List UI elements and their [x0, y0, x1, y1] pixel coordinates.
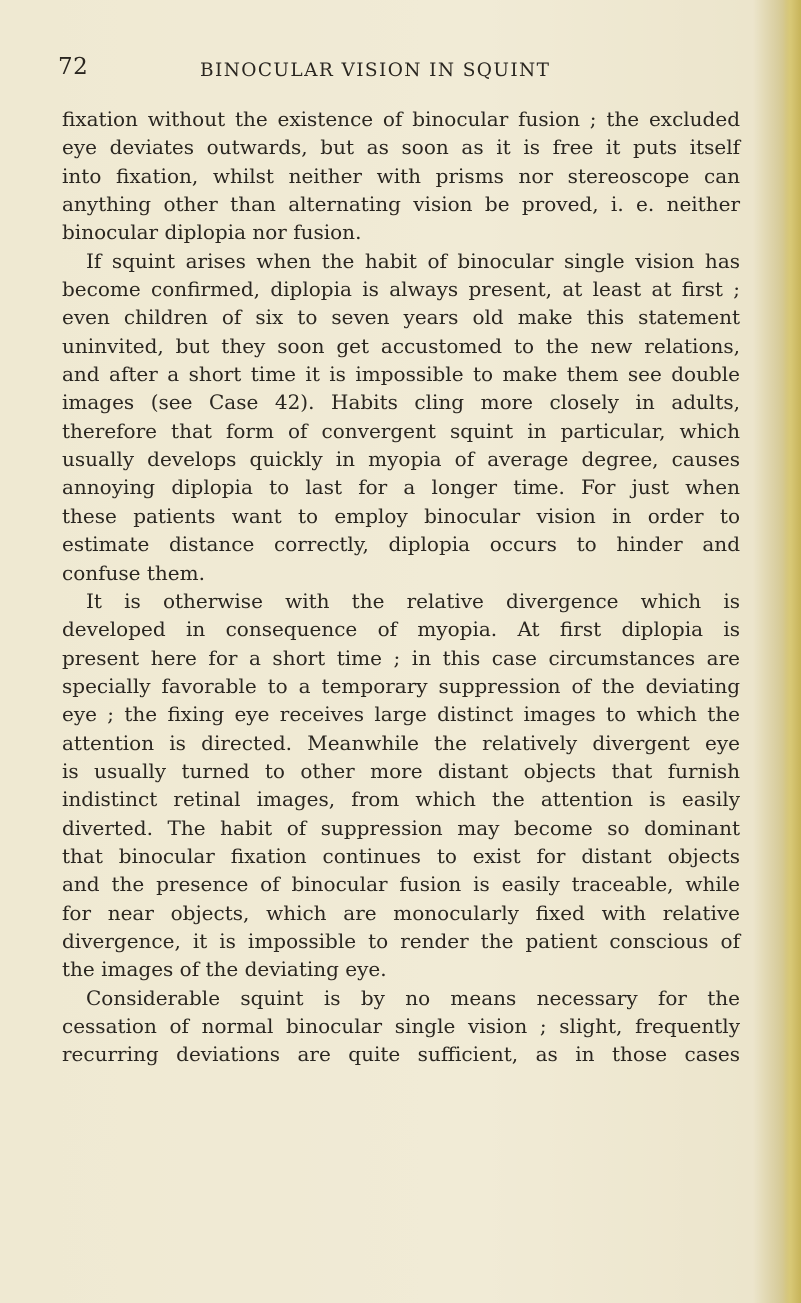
text-line: these patients want to employ binocular vision in order to — [62, 503, 740, 528]
text-line: even children of six to seven years old make this statement — [62, 305, 740, 330]
text-line: It is otherwise with the relative divergence which is — [86, 588, 740, 613]
text-line: and the presence of binocular fusion is easily traceable, while — [62, 872, 740, 897]
text-line: If squint arises when the habit of binocular single vision has — [86, 248, 740, 273]
page-header — [58, 54, 758, 86]
text-line: that binocular fixation continues to exist for distant objects — [62, 843, 740, 868]
text-line: for near objects, which are monocularly fixed with relative — [62, 900, 740, 925]
text-line: therefore that form of convergent squint in particular, which — [62, 418, 740, 443]
text-line: fixation without the existence of binocular fusion ; the excluded — [62, 107, 740, 131]
body-text — [62, 105, 740, 1069]
text-line: confuse them. — [62, 560, 205, 585]
text-line: into fixation, whilst neither with prisms nor stereoscope can — [62, 163, 740, 188]
text-line: attention is directed. Meanwhile the relatively divergent eye — [62, 730, 740, 755]
running-head: BINOCULAR VISION IN SQUINT — [200, 60, 551, 81]
text-line: present here for a short time ; in this case circumstances are — [62, 645, 740, 670]
text-line: divergence, it is impossible to render the patient conscious of — [62, 928, 740, 953]
text-line: eye ; the fixing eye receives large distinct images to which the — [62, 702, 740, 727]
text-line: developed in consequence of myopia. At first diplopia is — [62, 617, 740, 642]
text-line: uninvited, but they soon get accustomed to the new relations, — [62, 333, 740, 358]
text-line: specially favorable to a temporary suppression of the deviating — [62, 673, 740, 698]
text-line: become confirmed, diplopia is always present, at least at first ; — [62, 277, 740, 302]
page-edge-shadow — [783, 0, 801, 1303]
text-line: the images of the deviating eye. — [62, 957, 387, 982]
text-line: diverted. The habit of suppression may become so dominant — [62, 815, 740, 840]
text-line: Considerable squint is by no means necessary for the — [86, 985, 740, 1010]
text-line: anything other than alternating vision be proved, i. e. neither — [62, 192, 740, 217]
text-line: binocular diplopia nor fusion. — [62, 220, 362, 245]
page-number: 72 — [58, 54, 89, 80]
text-line: indistinct retinal images, from which the attention is easily — [62, 787, 740, 812]
text-line: usually develops quickly in myopia of average degree, causes — [62, 447, 740, 472]
text-line: eye deviates outwards, but as soon as it is free it puts itself — [62, 135, 740, 160]
text-line: is usually turned to other more distant objects that furnish — [62, 758, 740, 783]
text-line: recurring deviations are quite sufficient, as in those cases — [62, 1042, 740, 1067]
text-line: estimate distance correctly, diplopia occurs to hinder and — [62, 532, 740, 557]
text-line: cessation of normal binocular single vision ; slight, frequently — [62, 1014, 740, 1038]
text-line: images (see Case 42). Habits cling more closely in adults, — [62, 390, 740, 415]
text-line: annoying diplopia to last for a longer time. For just when — [62, 475, 740, 500]
text-line: and after a short time it is impossible to make them see double — [62, 362, 740, 387]
